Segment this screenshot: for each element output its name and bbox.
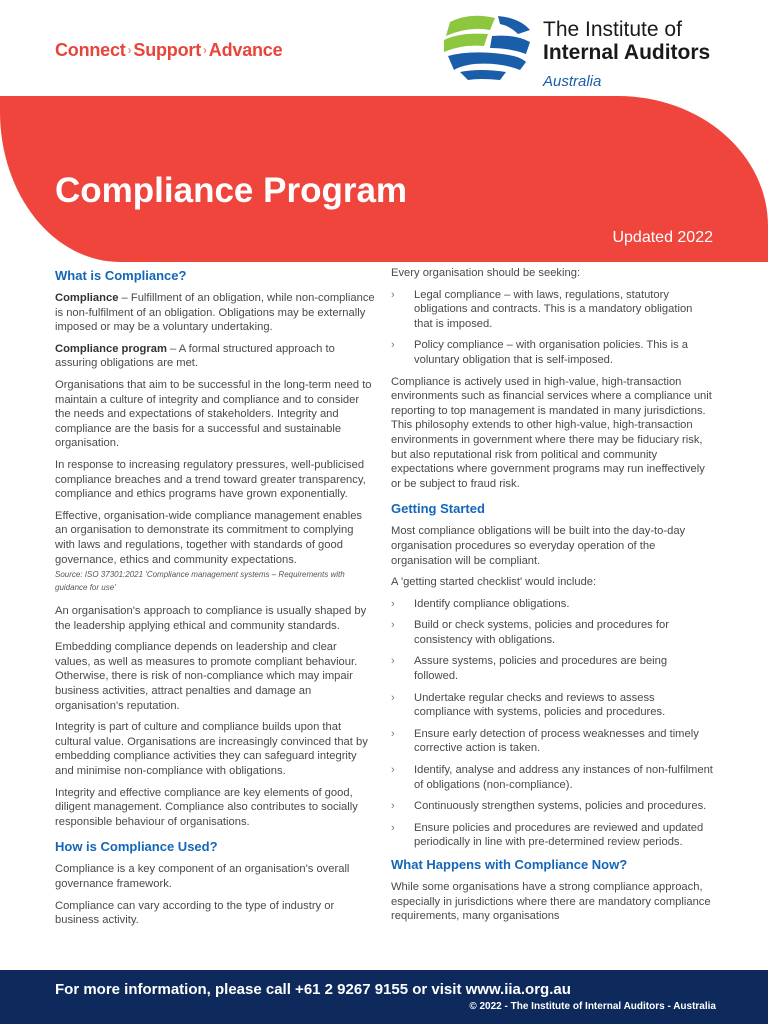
list-item: › Assure systems, policies and procedures are being followed. (391, 655, 668, 683)
bullet-chevron-icon: › (391, 597, 395, 610)
tagline-advance: Advance (208, 40, 283, 60)
definition-compliance (55, 291, 375, 335)
bullet-chevron-icon: › (391, 691, 395, 704)
list-item: › Ensure policies and procedures are reviewed and updated periodically in line with pre-determined review periods. (391, 821, 704, 849)
paragraph: A 'getting started checklist' would include: (391, 576, 597, 589)
globe-logo-icon (440, 12, 535, 82)
paragraph: Organisations that aim to be successful in the long-term need to maintain a culture of integrity and compliance and to consider the needs and expectations of stakeholders. Integrity and compliance are the basis for a successful and sustainable organisation. (55, 378, 372, 450)
definition-text: – Fulfillment of an obligation, while non-compliance is non-fulfilment of an obligation. Obligations may be externally imposed or may be a voluntary undertaking. (55, 292, 375, 334)
bullet-chevron-icon: › (391, 288, 395, 301)
paragraph: Embedding compliance depends on leadership and clear values, as well as measures to promote compliant behaviour. Otherwise, there is risk of non-compliance which may impair business activities, attract penalties and damage an organisation's reputation. (55, 641, 358, 712)
chevron-right-icon: › (127, 43, 132, 57)
paragraph: An organisation's approach to compliance is usually shaped by the leadership applying ethical and community standards. (55, 605, 367, 632)
logo-text-line2: Internal Auditors (543, 41, 711, 64)
heading-getting-started: Getting Started (391, 501, 485, 517)
right-column (391, 266, 713, 931)
paragraph: Integrity is part of culture and compliance builds upon that cultural value. Organisations are increasingly convinced that by embedding compliance activities they can safeguard integrity and minimise non-compliance with obligations. (55, 721, 368, 778)
footer-contact-info: For more information, please call +61 2 9267 9155 or visit www.iia.org.au (55, 981, 571, 998)
bullet-chevron-icon: › (391, 339, 395, 352)
paragraph: Effective, organisation-wide compliance management enables an organisation to demonstrate its commitment to complying with laws and regulations, together with standards of good governance, ethics and community expectations. (55, 509, 363, 566)
list-item: › Identify, analyse and address any instances of non-fulfilment of obligations (non-compliance). (391, 764, 713, 791)
definition-term: Compliance program (55, 342, 167, 355)
paragraph: While some organisations have a strong compliance approach, especially in jurisdictions where there are mandatory compliance requirements, many organisations (391, 881, 711, 923)
paragraph: Most compliance obligations will be built into the day-to-day organisation procedures so everyday operation of the organisation will be compliant. (391, 525, 686, 567)
paragraph: Integrity and effective compliance are key elements of good, diligent management. Compliance also contributes to socially responsible behaviour of organisations. (55, 786, 358, 828)
list-item: › Policy compliance – with organisation policies. This is a voluntary obligation that is self-imposed. (391, 339, 689, 366)
chevron-right-icon: › (203, 43, 207, 57)
tagline-connect: Connect (55, 40, 126, 60)
bullet-chevron-icon: › (391, 727, 395, 740)
paragraph: In response to increasing regulatory pressures, well-publicised compliance breaches and a trend toward greater transparency, compliance and ethics programs have grown exponentially. (55, 458, 366, 501)
logo-text-country: Australia (543, 73, 602, 90)
tagline (55, 40, 282, 61)
paragraph: Every organisation should be seeking: (391, 267, 581, 279)
paragraph: Compliance is a key component of an organisation's overall governance framework. (55, 863, 350, 890)
list-item: › Legal compliance – with laws, regulations, statutory obligations and contracts. This is a mandatory obligation that is imposed. (391, 288, 693, 330)
paragraph: Compliance can vary according to the type of industry or business activity. (55, 899, 335, 927)
title-banner (0, 96, 768, 262)
footer-copyright: © 2022 - The Institute of Internal Auditors - Australia (469, 1001, 716, 1012)
definition-compliance-program (55, 342, 375, 371)
bullet-chevron-icon: › (391, 821, 395, 834)
seeking-list (391, 288, 713, 368)
page-title: Compliance Program (55, 171, 408, 210)
paragraph: Compliance is actively used in high-value, high-transaction environments such as financial services where a compliance unit reporting to top management is mandated in many jurisdictions. This philosophy extends to other high-value, high-transaction environments in government where there may be fiduciary risk, but also reputational risk from political and community expectations where government programs may run ineffectively or be subject to fraud risk. (391, 375, 712, 490)
list-item: › Undertake regular checks and reviews to assess compliance with systems, policies and procedures. (391, 691, 666, 719)
definition-text: – A formal structured approach to assuring obligations are met. (55, 342, 335, 370)
checklist (391, 597, 713, 850)
iia-logo (440, 12, 740, 92)
source-citation: Source: ISO 37301:2021 'Compliance management systems – Requirements with guidance for use' (55, 570, 345, 593)
heading-what-happens-now: What Happens with Compliance Now? (391, 857, 628, 872)
updated-label: Updated 2022 (612, 229, 713, 246)
footer (0, 970, 768, 1024)
bullet-chevron-icon: › (391, 619, 395, 632)
left-column (55, 268, 375, 935)
heading-how-is-compliance-used: How is Compliance Used? (55, 839, 218, 855)
logo-text-line1: The Institute of (543, 18, 682, 41)
list-item: › Ensure early detection of process weaknesses and timely corrective action is taken. (391, 727, 699, 755)
heading-what-is-compliance: What is Compliance? (55, 268, 187, 283)
bullet-chevron-icon: › (391, 655, 395, 668)
list-item: › Build or check systems, policies and procedures for consistency with obligations. (391, 619, 669, 646)
tagline-support: Support (133, 40, 201, 60)
list-item: › Continuously strengthen systems, policies and procedures. (391, 800, 707, 813)
definition-term: Compliance (55, 292, 119, 304)
bullet-chevron-icon: › (391, 764, 395, 777)
bullet-chevron-icon: › (391, 800, 395, 813)
list-item: › Identify compliance obligations. (391, 597, 570, 610)
